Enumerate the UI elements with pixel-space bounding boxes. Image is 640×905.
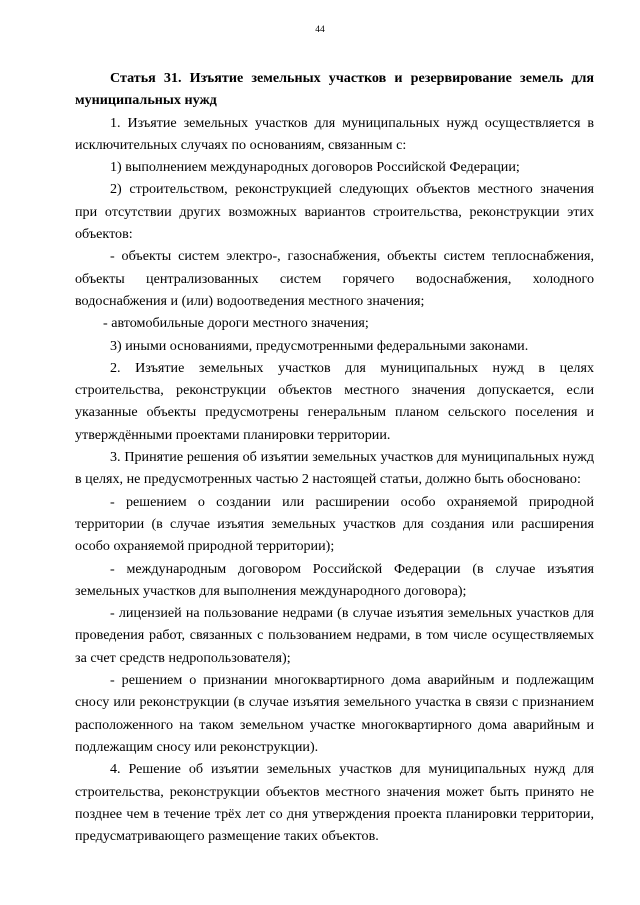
dash-item-protected-territory: - решением о создании или расширении особо охраняемой природной территории (в случае изъятия земельных участков для создания или расширения особо охраняемой природной территории); — [75, 493, 594, 555]
dash-item-roads: - автомобильные дороги местного значения; — [103, 315, 369, 332]
list-item-1: 1) выполнением международных договоров Российской Федерации; — [110, 159, 520, 176]
dash-item-emergency-house: - решением о признании многоквартирного дома аварийным и подлежащим сносу или реконструкции (в случае изъятия земельного участка в связи с признанием расположенного на таком земельном участке многоквартирного дома аварийным и подлежащим сносу или реконструкции). — [75, 672, 594, 755]
dash-item-utilities: - объекты систем электро-, газоснабжения, объекты систем теплоснабжения, объекты централизованных систем горячего водоснабжения, холодного водоснабжения и (или) водоотведения местного значения; — [75, 248, 594, 309]
article-body — [75, 67, 594, 847]
list-item-2: 2) строительством, реконструкцией следующих объектов местного значения при отсутствии других возможных вариантов строительства, реконструкции этих объектов: — [75, 181, 594, 243]
paragraph-2: 2. Изъятие земельных участков для муниципальных нужд в целях строительства, реконструкции объектов местного значения допускается, если указанные объекты предусмотрены генеральным планом сельского поселения и утверждёнными проектами планировки территории. — [75, 359, 594, 443]
page-number: 44 — [315, 25, 325, 35]
paragraph-1: 1. Изъятие земельных участков для муниципальных нужд осуществляется в исключительных случаях по основаниям, связанным с: — [75, 114, 594, 153]
paragraph-3: 3. Принятие решения об изъятии земельных участков для муниципальных нужд в целях, не предусмотренных частью 2 настоящей статьи, должно быть обосновано: — [75, 449, 594, 488]
list-item-3: 3) иными основаниями, предусмотренными федеральными законами. — [110, 337, 529, 354]
dash-item-international-treaty: - международным договором Российской Федерации (в случае изъятия земельных участков для выполнения международного договора); — [75, 560, 594, 599]
dash-item-subsoil-license: - лицензией на пользование недрами (в случае изъятия земельных участков для проведения работ, связанных с пользованием недрами, в том числе осуществляемых за счет средств недропользователя); — [75, 605, 594, 666]
paragraph-4: 4. Решение об изъятии земельных участков для муниципальных нужд для строительства, реконструкции объектов местного значения может быть принято не позднее чем в течение трёх лет со дня утверждения проекта планировки территории, предусматривающего размещение таких объектов. — [75, 761, 594, 845]
article-title: Статья 31. Изъятие земельных участков и резервирование земель для муниципальных нужд — [75, 70, 594, 109]
